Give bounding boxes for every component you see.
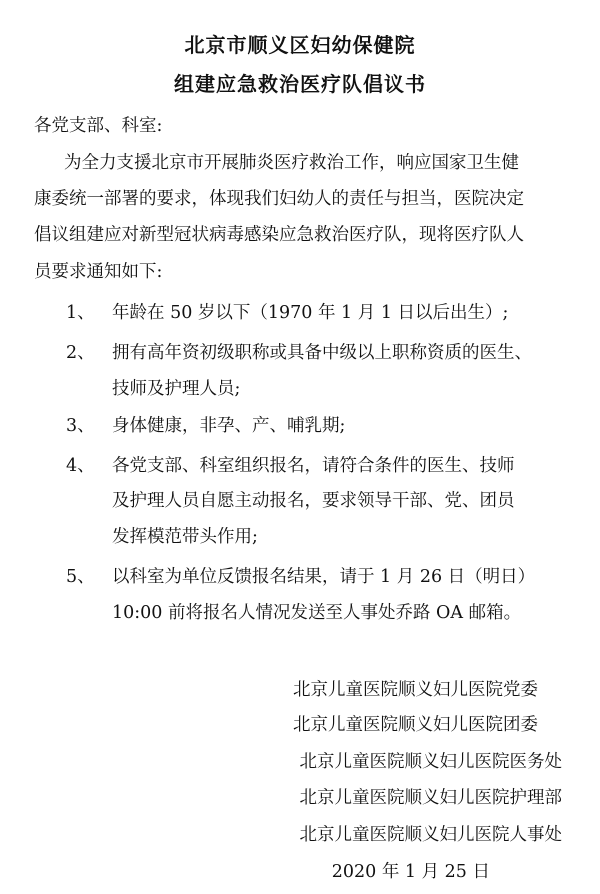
item-1-number: 1、 — [66, 303, 95, 323]
item-5-number: 5、 — [66, 567, 95, 587]
item-1-line-1: 年龄在 50 岁以下（1970 年 1 月 1 日以后出生）; — [112, 303, 509, 323]
signature-hr-dept: 北京儿童医院顺义妇儿医院人事处 — [299, 825, 562, 845]
signature-youth-league: 北京儿童医院顺义妇儿医院团委 — [293, 715, 538, 735]
item-4-line-3: 发挥模范带头作用; — [112, 527, 258, 547]
salutation: 各党支部、科室: — [34, 116, 163, 136]
item-4-line-1: 各党支部、科室组织报名，请符合条件的医生、技师 — [112, 456, 515, 476]
intro-line-1: 为全力支援北京市开展肺炎医疗救治工作，响应国家卫生健 — [64, 153, 519, 173]
signature-medical-affairs: 北京儿童医院顺义妇儿医院医务处 — [299, 752, 562, 772]
item-4-line-2: 及护理人员自愿主动报名，要求领导干部、党、团员 — [112, 491, 515, 511]
signature-nursing-dept: 北京儿童医院顺义妇儿医院护理部 — [299, 788, 562, 808]
intro-line-2: 康委统一部署的要求，体现我们妇幼人的责任与担当，医院决定 — [34, 189, 524, 209]
item-2-line-2: 技师及护理人员; — [112, 379, 241, 399]
signature-party-committee: 北京儿童医院顺义妇儿医院党委 — [293, 680, 538, 700]
title-line-2: 组建应急救治医疗队倡议书 — [174, 72, 426, 96]
item-3-line-1: 身体健康，非孕、产、哺乳期; — [112, 416, 346, 436]
item-5-line-1: 以科室为单位反馈报名结果，请于 1 月 26 日（明日） — [112, 567, 536, 587]
item-2-line-1: 拥有高年资初级职称或具备中级以上职称资质的医生、 — [112, 343, 532, 363]
item-2-number: 2、 — [66, 343, 95, 363]
item-3-number: 3、 — [66, 416, 95, 436]
intro-line-3: 倡议组建应对新型冠状病毒感染应急救治医疗队，现将医疗队人 — [34, 225, 524, 245]
intro-line-4: 员要求通知如下: — [34, 262, 163, 282]
title-line-1: 北京市顺义区妇幼保健院 — [184, 33, 416, 57]
item-4-number: 4、 — [66, 456, 95, 476]
document-date: 2020 年 1 月 25 日 — [331, 862, 490, 882]
item-5-line-2: 10:00 前将报名人情况发送至人事处乔路 OA 邮箱。 — [112, 603, 522, 623]
